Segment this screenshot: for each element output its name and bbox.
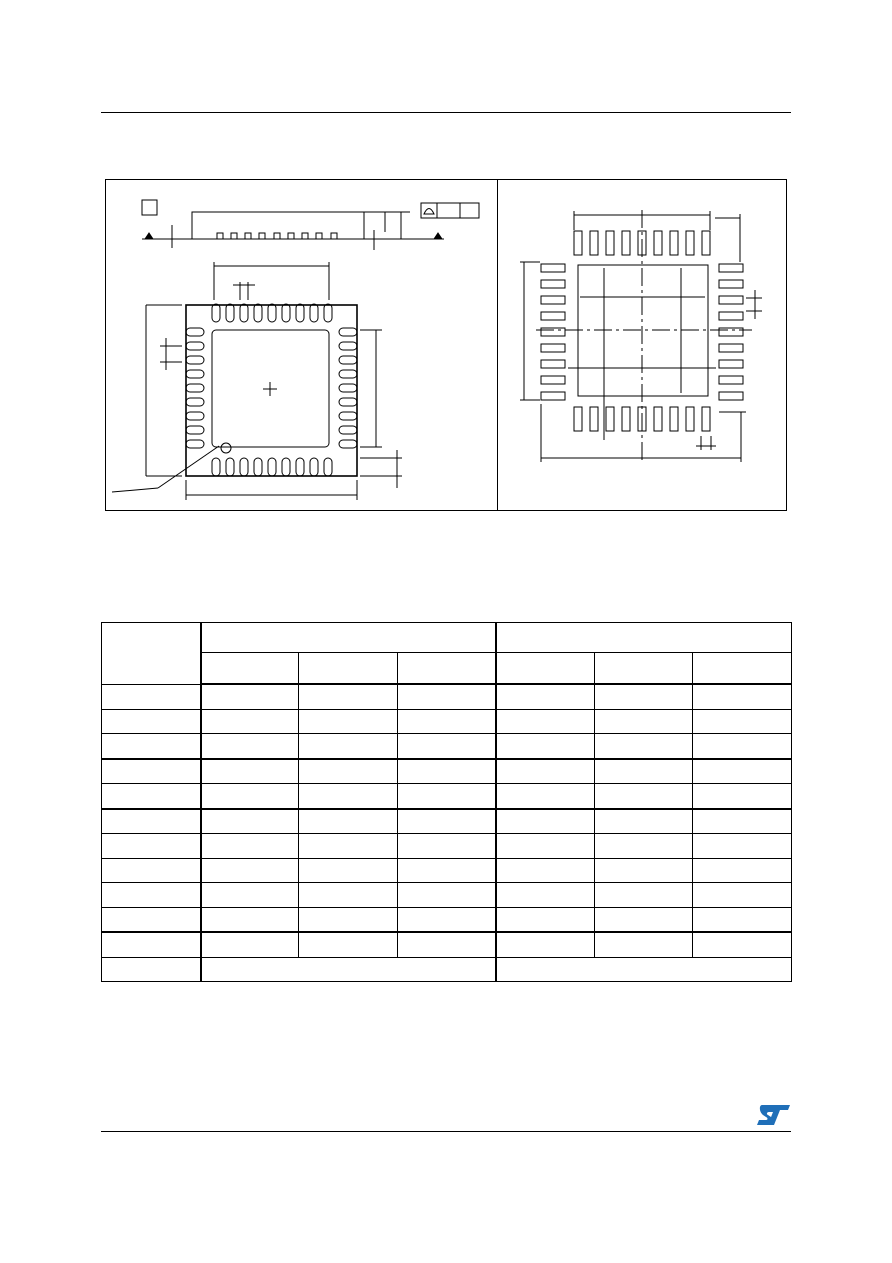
table-subheader-row [102, 653, 792, 685]
package-dimensions-table [101, 622, 792, 982]
footprint-left-pads [541, 264, 565, 400]
table-row [102, 957, 792, 982]
footprint-right-pads [719, 264, 743, 400]
header-typ [595, 653, 693, 685]
header-group-inch [496, 623, 792, 653]
header-max [693, 653, 792, 685]
table-row [102, 684, 792, 709]
header-max [398, 653, 496, 685]
header-dim-cell [102, 623, 201, 685]
header-typ [299, 653, 398, 685]
table-row [102, 809, 792, 834]
table-header-row [102, 623, 792, 653]
header-min [201, 653, 299, 685]
st-logo-shape [757, 1105, 790, 1125]
table-row [102, 883, 792, 908]
table-row [102, 858, 792, 883]
table-row [102, 784, 792, 809]
footer-rule [101, 1131, 791, 1132]
table-row [102, 834, 792, 859]
footprint-drawing-icon [0, 0, 892, 560]
table-row [102, 709, 792, 734]
table-row [102, 932, 792, 957]
header-min [496, 653, 595, 685]
table-row [102, 759, 792, 784]
st-logo-icon [756, 1103, 792, 1127]
table-row [102, 907, 792, 932]
table-row [102, 734, 792, 759]
header-group-mm [201, 623, 496, 653]
